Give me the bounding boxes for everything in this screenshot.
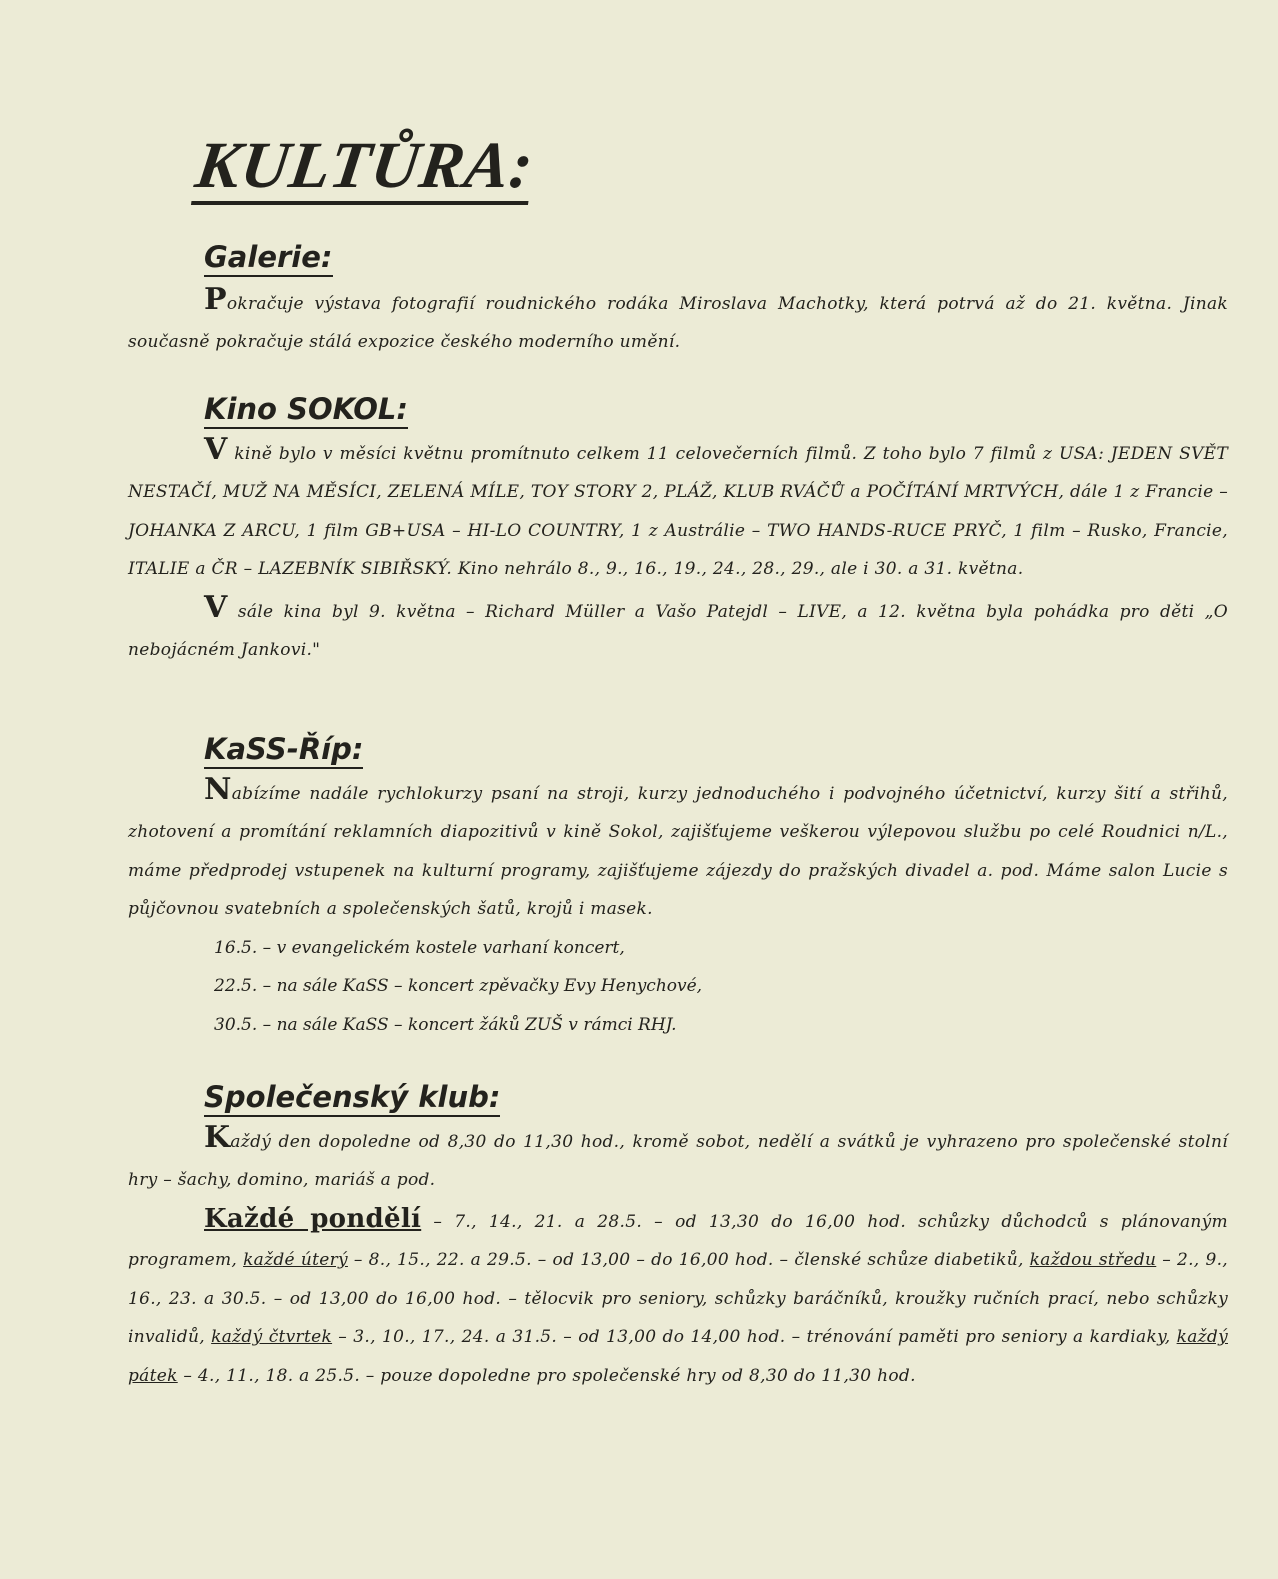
- galerie-paragraph: [128, 281, 1228, 362]
- klub-monday-label: Každé pondělí: [204, 1203, 422, 1234]
- klub-tuesday-label: každé úterý: [243, 1250, 348, 1271]
- klub-friday-text: – 4., 11., 18. a 25.5. – pouze dopoledne pro společenské hry od 8,30 do 11,30 hod.: [177, 1365, 916, 1386]
- section-kino: [128, 392, 1228, 670]
- klub-wednesday-label: každou středu: [1029, 1250, 1157, 1271]
- klub-initial: K: [204, 1119, 231, 1155]
- klub-thursday-label: každý čtvrtek: [211, 1327, 333, 1348]
- section-klub: [128, 1080, 1228, 1395]
- event-item: 16.5. – v evangelickém kostele varhaní koncert,: [214, 937, 625, 958]
- page-title: KULTŮRA:: [191, 133, 538, 205]
- kass-text: abízíme nadále rychlokurzy psaní na stroji, kurzy jednoduchého i podvojného účetnictví, kurzy šití a střihů, zhotovení a promítání reklamních diapozitivů v kině Sokol, zajišťujeme veškerou výlepovou službu po celé Roudnici n/L., máme předprodej vstupenek na kulturní programy, zajišťujeme zájezdy do pražských divadel a. pod. Máme salon Lucie s půjčovnou svatebních a společenských šatů, krojů i masek.: [128, 783, 1228, 920]
- kino-initial-2: V: [204, 589, 228, 625]
- heading-klub: Společenský klub:: [204, 1080, 500, 1117]
- kass-paragraph: [128, 771, 1228, 929]
- galerie-text: okračuje výstava fotografií roudnického rodáka Miroslava Machotky, která potrvá až do 21. května. Jinak současně pokračuje stálá expozice českého moderního umění.: [128, 293, 1228, 353]
- kino-text-1: kině bylo v měsíci květnu promítnuto celkem 11 celovečerních filmů. Z toho bylo 7 filmů z USA: JEDEN SVĚT NESTAČÍ, MUŽ NA MĚSÍCI, ZELENÁ MÍLE, TOY STORY 2, PLÁŽ, KLUB RVÁČŮ a POČÍTÁNÍ MRTVÝCH, dále 1 z Francie – JOHANKA Z ARCU, 1 film GB+USA – HI-LO COUNTRY, 1 z Austrálie – TWO HANDS-RUCE PRYČ, 1 film – Rusko, Francie, ITALIE a ČR – LAZEBNÍK SIBIŘSKÝ. Kino nehrálo 8., 9., 16., 19., 24., 28., 29., ale i 30. a 31. května.: [128, 443, 1228, 580]
- klub-tuesday-text: – 8., 15., 22. a 29.5. – od 13,00 – do 16,00 hod. – členské schůze diabetiků,: [347, 1250, 1030, 1271]
- kass-initial: N: [204, 771, 232, 807]
- galerie-initial: P: [204, 281, 227, 317]
- klub-text-1: aždý den dopoledne od 8,30 do 11,30 hod., kromě sobot, nedělí a svátků je vyhrazeno pro společenské stolní hry – šachy, domino, mariáš a pod.: [128, 1131, 1228, 1191]
- heading-kass: KaSS-Říp:: [204, 732, 363, 769]
- klub-friday-label: každý pátek: [128, 1327, 1228, 1386]
- section-galerie: [128, 240, 1228, 362]
- heading-galerie: Galerie:: [204, 240, 333, 277]
- klub-wednesday-text: – 2., 9., 16., 23. a 30.5. – od 13,00 do 16,00 hod. – tělocvik pro seniory, schůzky baráčníků, kroužky ručních prací, nebo schůzky invalidů,: [128, 1250, 1229, 1348]
- section-kass: [128, 732, 1228, 1044]
- event-item: 22.5. – na sále KaSS – koncert zpěvačky Evy Henychové,: [214, 976, 703, 997]
- kino-paragraph-2: [128, 589, 1228, 670]
- heading-kino: Kino SOKOL:: [204, 392, 408, 429]
- kino-paragraph-1: [128, 431, 1228, 589]
- kino-initial-1: V: [204, 431, 228, 467]
- event-item: 30.5. – na sále KaSS – koncert žáků ZUŠ v rámci RHJ.: [214, 1014, 677, 1035]
- kass-events-list: [128, 929, 1228, 1045]
- klub-paragraph-2: [128, 1200, 1228, 1396]
- kino-text-2: sále kina byl 9. května – Richard Müller a Vašo Patejdl – LIVE, a 12. května byla pohádka pro děti „O nebojácném Jankovi.": [128, 601, 1228, 661]
- klub-thursday-text: – 3., 10., 17., 24. a 31.5. – od 13,00 do 14,00 hod. – trénování paměti pro seniory a kardiaky,: [332, 1327, 1177, 1348]
- klub-monday-text: – 7., 14., 21. a 28.5. – od 13,30 do 16,00 hod. schůzky důchodců s plánovaným programem,: [128, 1211, 1228, 1271]
- klub-paragraph-1: [128, 1119, 1228, 1200]
